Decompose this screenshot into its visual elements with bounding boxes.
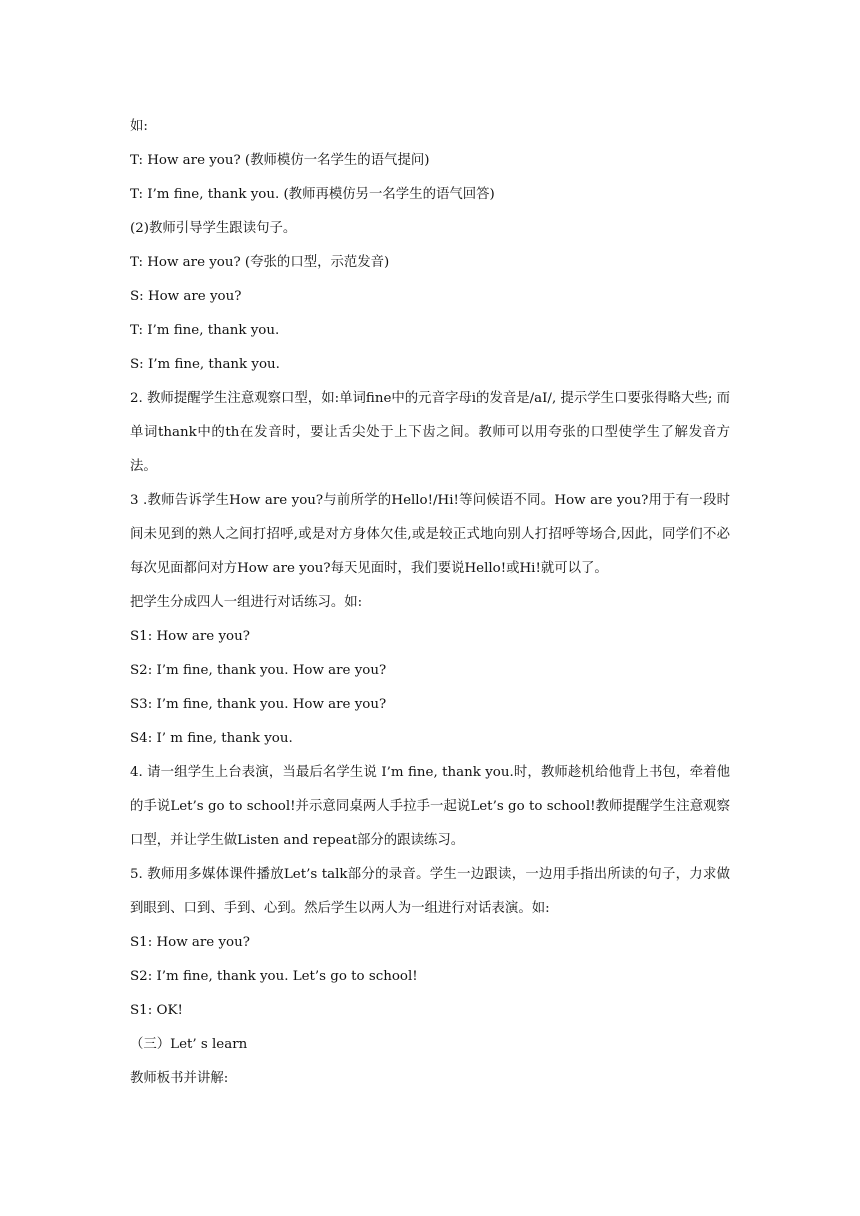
text-line: S1: How are you?: [130, 935, 250, 950]
section-heading: （三）Let’ s learn: [130, 1037, 248, 1052]
text-line: S: How are you?: [130, 289, 242, 304]
text-line: T: I’m fine, thank you.: [130, 323, 280, 338]
text-line: S2: I’m fine, thank you. How are you?: [130, 663, 387, 678]
text-line: S: I’m fine, thank you.: [130, 357, 280, 372]
text-line: 把学生分成四人一组进行对话练习。如:: [130, 595, 363, 610]
paragraph-2: 2. 教师提醒学生注意观察口型，如:单词fine中的元音字母i的发音是/aI/, 提示学生口要张得略大些; 而单词thank中的th在发音时，要让舌尖处于上下齿之间。教师可以用夸张的口型使学生了解发音方法。: [130, 391, 730, 474]
text-line: S4: I’ m fine, thank you.: [130, 731, 293, 746]
document-body: [130, 110, 730, 1096]
text-line: S3: I’m fine, thank you. How are you?: [130, 697, 387, 712]
text-line: (2)教师引导学生跟读句子。: [130, 221, 297, 236]
text-line: S2: I’m fine, thank you. Let’s go to school!: [130, 969, 418, 984]
text-line: 如:: [130, 119, 148, 134]
text-line: S1: How are you?: [130, 629, 250, 644]
text-line: 教师板书并讲解:: [130, 1071, 229, 1086]
paragraph-4: 4. 请一组学生上台表演，当最后名学生说 I’m fine, thank you.时，教师趁机给他背上书包，牵着他的手说Let’s go to school!并示意同桌两人手拉手一起说Let’s go to school!教师提醒学生注意观察口型，并让学生做Listen and repeat部分的跟读练习。: [130, 765, 730, 848]
text-line: T: How are you? (教师模仿一名学生的语气提问): [130, 153, 430, 168]
text-line: T: How are you? (夸张的口型，示范发音): [130, 255, 390, 270]
paragraph-3: 3 .教师告诉学生How are you?与前所学的Hello!/Hi!等问候语不同。How are you?用于有一段时间未见到的熟人之间打招呼,或是对方身体欠佳,或是较正式地向别人打招呼等场合,因此，同学们不必每次见面都问对方How are you?每天见面时，我们要说Hello!或Hi!就可以了。: [130, 493, 730, 576]
text-line: T: I’m fine, thank you. (教师再模仿另一名学生的语气回答): [130, 187, 495, 202]
text-line: S1: OK!: [130, 1003, 183, 1018]
paragraph-5: 5. 教师用多媒体课件播放Let’s talk部分的录音。学生一边跟读，一边用手指出所读的句子，力求做到眼到、口到、手到、心到。然后学生以两人为一组进行对话表演。如:: [130, 867, 730, 916]
